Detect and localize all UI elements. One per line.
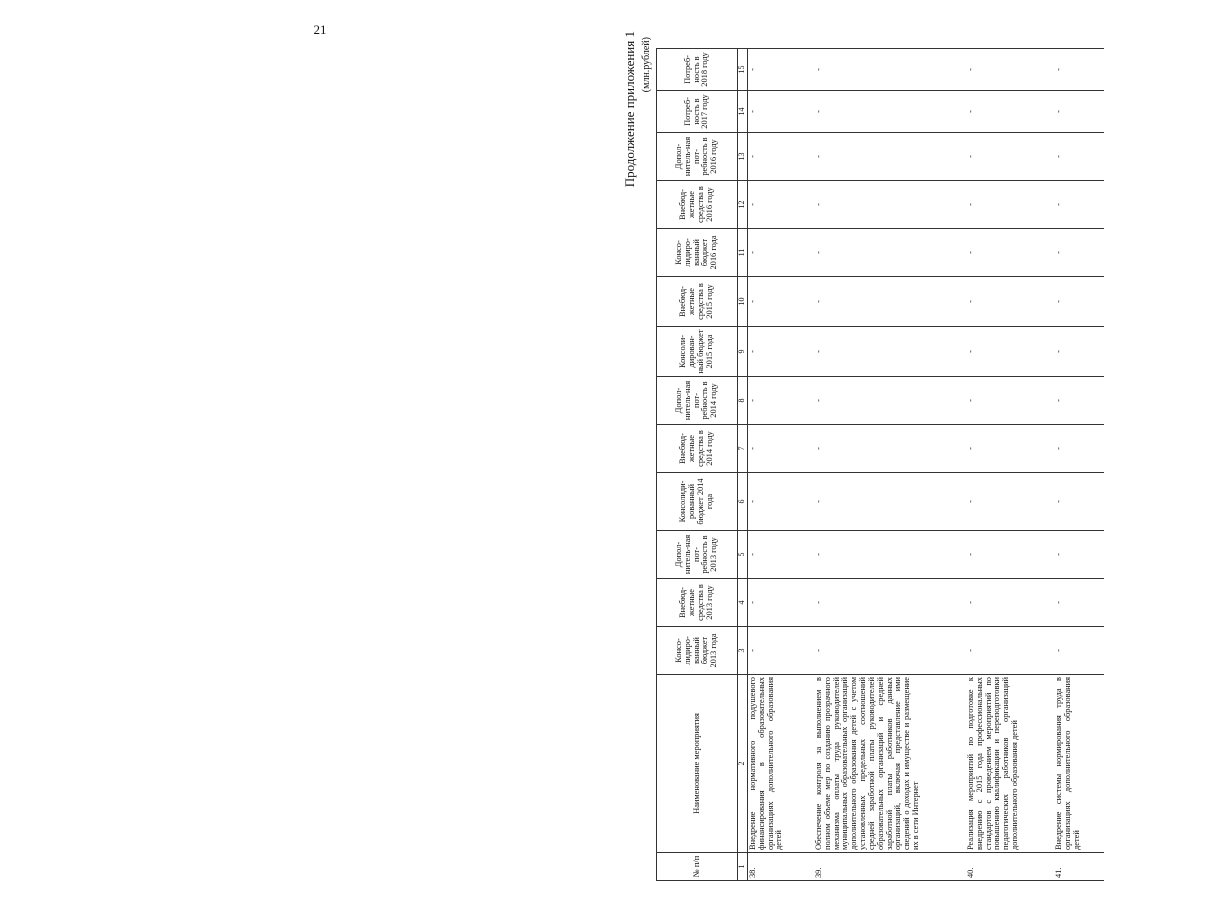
row-number: 41. [1054, 853, 1104, 881]
table-row [748, 49, 815, 881]
value-cell: - [1054, 49, 1104, 91]
value-cell: - [1054, 181, 1104, 229]
row-number: 39. [814, 853, 966, 881]
unit-note: (млн.рублей) [641, 37, 652, 93]
table-row [1054, 49, 1104, 881]
value-cell: - [1054, 473, 1104, 531]
financing-table [656, 48, 1104, 881]
column-header: Консолиди-рованный бюджет 2014 года [657, 473, 738, 531]
value-cell: - [966, 579, 1054, 627]
column-header: Допол-нитель-ная пот-ребность в 2013 году [657, 531, 738, 579]
value-cell: - [814, 377, 966, 425]
column-number: 1 [738, 853, 748, 881]
column-number: 10 [738, 277, 748, 327]
value-cell: - [1054, 531, 1104, 579]
value-cell: - [1054, 133, 1104, 181]
value-cell: - [814, 327, 966, 377]
value-cell: - [1054, 327, 1104, 377]
value-cell: - [1054, 229, 1104, 277]
value-cell: - [814, 277, 966, 327]
column-header: Допол-нитель-ная пот-ребность в 2016 году [657, 133, 738, 181]
value-cell: - [966, 627, 1054, 675]
value-cell: - [966, 531, 1054, 579]
column-number: 5 [738, 531, 748, 579]
value-cell: - [966, 327, 1054, 377]
value-cell: - [748, 181, 815, 229]
value-cell: - [966, 49, 1054, 91]
value-cell: - [748, 133, 815, 181]
value-cell: - [814, 49, 966, 91]
value-cell: - [748, 49, 815, 91]
value-cell: - [966, 181, 1054, 229]
value-cell: - [966, 133, 1054, 181]
value-cell: - [748, 229, 815, 277]
value-cell: - [814, 425, 966, 473]
column-number: 2 [738, 675, 748, 853]
table-row [814, 49, 966, 881]
row-number: 40. [966, 853, 1054, 881]
column-number: 13 [738, 133, 748, 181]
value-cell: - [748, 425, 815, 473]
value-cell: - [748, 91, 815, 133]
column-header: Допол-нитель-ная пот-ребность в 2014 году [657, 377, 738, 425]
table-row [966, 49, 1054, 881]
column-number: 7 [738, 425, 748, 473]
value-cell: - [814, 579, 966, 627]
value-cell: - [966, 229, 1054, 277]
measure-name: Внедрение системы нормирования труда в организациях дополнительного образования детей [1054, 675, 1104, 853]
column-number: 4 [738, 579, 748, 627]
column-number: 8 [738, 377, 748, 425]
value-cell: - [748, 377, 815, 425]
value-cell: - [748, 473, 815, 531]
column-header: Консо-лидиро-ванный бюджет 2013 года [657, 627, 738, 675]
value-cell: - [1054, 627, 1104, 675]
appendix-title: Продолжение приложения 1 [622, 31, 637, 188]
column-header: Внебюд-жетные средства в 2016 году [657, 181, 738, 229]
column-header: Внебюд-жетные средства в 2014 году [657, 425, 738, 473]
column-number: 11 [738, 229, 748, 277]
value-cell: - [748, 327, 815, 377]
value-cell: - [748, 627, 815, 675]
value-cell: - [1054, 277, 1104, 327]
measure-name: Внедрение нормативного подушевого финансирования в образовательных организациях дополнительного образования детей [748, 675, 815, 853]
column-header: Наименование мероприятия [657, 675, 738, 853]
measure-name: Обеспечение контроля за выполнением в полном объеме мер по созданию прозрачного механизма оплаты труда руководителей муниципальных образовательных организаций дополнительного образования детей с учетом установленных предельных соотношений средней заработной платы руководителей образовательных организаций и средней заработной платы работников данных организаций, включая представление ими сведений о доходах и имуществе и размещение их в сети Интернет [814, 675, 966, 853]
column-number-row [738, 49, 748, 881]
column-header: Внебюд-жетные средства в 2015 году [657, 277, 738, 327]
value-cell: - [748, 531, 815, 579]
column-header: Внебюд-жетные средства в 2013 году [657, 579, 738, 627]
value-cell: - [748, 277, 815, 327]
value-cell: - [966, 377, 1054, 425]
column-number: 3 [738, 627, 748, 675]
value-cell: - [966, 425, 1054, 473]
value-cell: - [966, 91, 1054, 133]
value-cell: - [814, 229, 966, 277]
column-number: 9 [738, 327, 748, 377]
value-cell: - [1054, 377, 1104, 425]
column-header: Консоли-дирован-ный бюджет 2015 года [657, 327, 738, 377]
column-header: № п/п [657, 853, 738, 881]
column-header: Потреб-ность в 2017 году [657, 91, 738, 133]
value-cell: - [814, 91, 966, 133]
page-number: 21 [313, 22, 327, 37]
value-cell: - [748, 579, 815, 627]
value-cell: - [814, 627, 966, 675]
column-header: Потреб-ность в 2018 году [657, 49, 738, 91]
value-cell: - [966, 277, 1054, 327]
value-cell: - [814, 133, 966, 181]
value-cell: - [1054, 579, 1104, 627]
row-number: 38. [748, 853, 815, 881]
value-cell: - [814, 181, 966, 229]
value-cell: - [814, 473, 966, 531]
rotated-sheet [620, 13, 1220, 893]
column-number: 14 [738, 91, 748, 133]
column-number: 12 [738, 181, 748, 229]
column-header: Консо-лидиро-ванный бюджет 2016 года [657, 229, 738, 277]
table-header-row [657, 49, 738, 881]
value-cell: - [1054, 91, 1104, 133]
column-number: 6 [738, 473, 748, 531]
value-cell: - [814, 531, 966, 579]
value-cell: - [966, 473, 1054, 531]
column-number: 15 [738, 49, 748, 91]
measure-name: Реализация мероприятий по подготовке к внедрению с 2015 года профессиональных стандартов с проведением мероприятий по повышению квалификации и переподготовки педагогических работников организаций дополнительного образования детей [966, 675, 1054, 853]
value-cell: - [1054, 425, 1104, 473]
